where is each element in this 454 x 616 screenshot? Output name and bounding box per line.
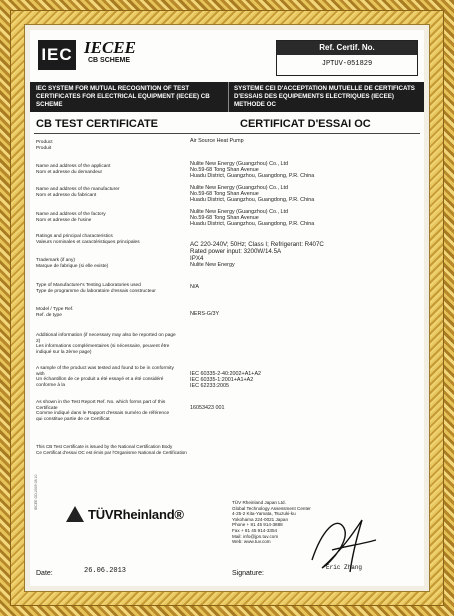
- tuv-rheinland-name: TÜVRheinland®: [88, 507, 184, 522]
- footnote: This CB Test Certificate is issued by the National Certification Body Ce Certificat d'essai OC est émis par l'Organisme National de Certification: [36, 444, 187, 455]
- row-label: Trademark (if any) Marque de fabrique (si elle existe): [36, 258, 109, 269]
- row-value-factory: Nulite New Energy (Guangzhou) Co., Ltd No.59-68 Tong Shan Avenue Huadu District, Guangzhou, Guangdong, P.R. China: [190, 209, 315, 227]
- scheme-band-en: IEC SYSTEM FOR MUTUAL RECOGNITION OF TEST CERTIFICATES FOR ELECTRICAL EQUIPMENT (IECEE) CB SCHEME: [36, 85, 210, 108]
- signature-label: Signature:: [232, 570, 264, 577]
- row-value-ratings: AC 220-240V; 50Hz; Class I; Refrigerant: R407C Rated power input: 3200W/14.5A IPX4: [190, 241, 324, 262]
- title-fr: CERTIFICAT D'ESSAI OC: [240, 118, 371, 130]
- row-label: Ratings and principal characteristics Valeurs nominales et caractéristiques principales: [36, 234, 140, 245]
- scheme-band-fr: SYSTEME CEI D'ACCEPTATION MUTUELLE DE CERTIFICATS D'ESSAIS DES EQUIPEMENTS ELECTRIQUES (IECEE) METHODE OC: [234, 85, 415, 108]
- row-value-manufacturer: Nulite New Energy (Guangzhou) Co., Ltd No.59-68 Tong Shan Avenue Huadu District, Guangzhou, Guangdong, P.R. China: [190, 185, 315, 203]
- iec-logo: IEC: [38, 40, 76, 70]
- title-en: CB TEST CERTIFICATE: [36, 118, 159, 130]
- row-label: Product Produit: [36, 140, 53, 151]
- date-label: Date:: [36, 570, 53, 577]
- row-label: As shown in the Test Report Ref. No. which forms part of this Certificate Comme indiqué dans le Rapport d'essais numéro de référence qui constitue partie de ce Certificat: [36, 400, 170, 422]
- row-label: A sample of the product was tested and found to be in conformity with Un échantillon de ce produit a été essayé et a été considéré conforme à la: [36, 366, 174, 388]
- tuv-address: TÜV Rheinland Japan Ltd. Global Technology Assessment Center 4-25-2 Kita-Yamata, Tsuzuki-ku Yokohama 224-0021 Japan Phone + 81 45 914-3888 Fax + 81 45 914-3354 Mail: info@jpn.tuv.com Web: www.tuv.com: [232, 500, 311, 545]
- scheme-band: [30, 82, 424, 112]
- signature-name: Eric Zhang: [326, 564, 363, 571]
- row-label: Name and address of the applicant Nom et adresse du demandeur: [36, 164, 111, 175]
- ref-certificate-box: [276, 40, 418, 76]
- side-note: IECEE OD-2009 08.10: [34, 474, 38, 510]
- row-label: Type of Manufacturer's Testing Laboratories used Type de programme du laboratoire d'essais constructeur: [36, 283, 156, 294]
- row-label: Additional information (if necessary may also be reported on page 2) Les informations complémentaires (si nécessaire, peuvent être indiqué sur la 2ème page): [36, 333, 176, 355]
- row-label: Name and address of the factory Nom et adresse de l'usine: [36, 212, 106, 223]
- cb-scheme-text: CB SCHEME: [88, 57, 131, 64]
- row-value-lab-type: N/A: [190, 284, 199, 290]
- row-value-test-report: 16053423 001: [190, 405, 225, 411]
- row-value-applicant: Nulite New Energy (Guangzhou) Co., Ltd No.59-68 Tong Shan Avenue Huadu District, Guangzhou, Guangdong, P.R. China: [190, 161, 315, 179]
- title-rule: [34, 133, 420, 134]
- row-label: Name and address of the manufacturer Nom et adresse du fabricant: [36, 187, 120, 198]
- ref-certificate-number: JPTUV-051829: [321, 60, 373, 68]
- certificate-paper: [30, 30, 424, 586]
- row-value-standards: IEC 60335-2-40:2002+A1+A2 IEC 60335-1:2001+A1+A2 IEC 62233:2005: [190, 371, 262, 389]
- iecee-logo: [80, 38, 146, 76]
- row-value-model: NERS-G/3Y: [190, 311, 220, 317]
- ref-certificate-label: Ref. Certif. No.: [277, 41, 417, 55]
- date-value: 26.06.2013: [84, 567, 127, 575]
- row-value-trademark: Nulite New Energy: [190, 262, 235, 268]
- band-divider: [228, 82, 229, 112]
- iecee-logo-text: IECEE: [84, 38, 136, 57]
- row-label: Model / Type Ref. Ref. de type: [36, 307, 74, 318]
- row-value-product: Air Source Heat Pump: [190, 138, 244, 144]
- tuv-triangle-icon: [66, 506, 84, 522]
